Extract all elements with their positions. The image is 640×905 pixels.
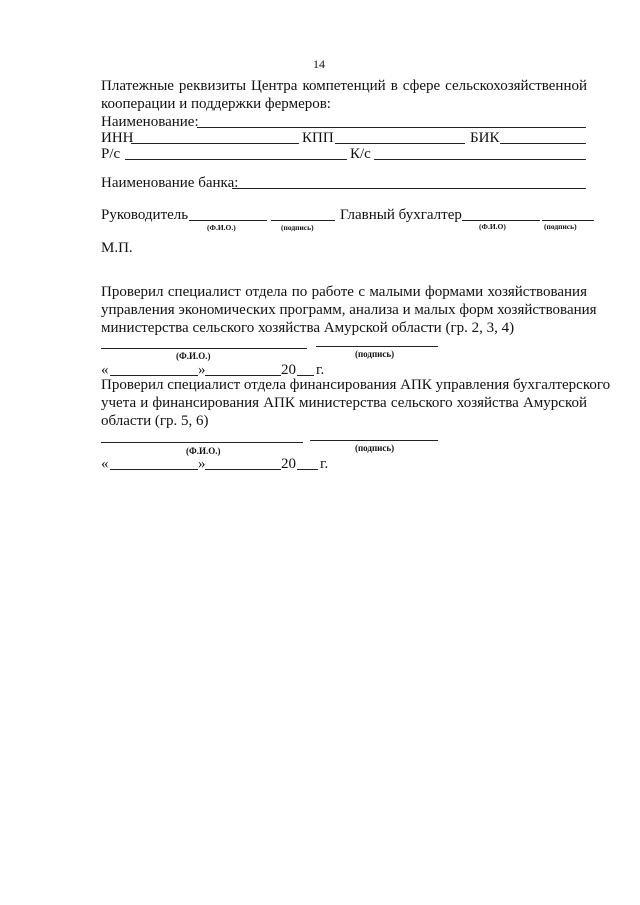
ks-label: К/с (350, 146, 371, 162)
bik-field-line (500, 143, 586, 144)
check1-line1: Проверил специалист отдела по работе с малыми формами хозяйствования (101, 284, 587, 300)
bank-field-line (232, 188, 586, 189)
check2-year-suffix: г. (320, 456, 329, 472)
accountant-fio-line (462, 220, 540, 221)
check2-year-prefix: 20 (281, 456, 296, 472)
inn-field-line (131, 143, 299, 144)
check2-fio-caption: (Ф.И.О.) (186, 446, 221, 456)
check1-date-close: » (198, 362, 206, 378)
payment-heading-line1: Платежные реквизиты Центра компетенций в сфере сельскохозяйственной (101, 78, 587, 94)
rs-label: Р/с (101, 146, 121, 162)
kpp-field-line (335, 143, 465, 144)
head-signature-line (271, 220, 335, 221)
check2-day-line (110, 469, 198, 470)
check1-year-prefix: 20 (281, 362, 296, 378)
check1-year-line (297, 375, 314, 376)
head-fio-caption: (Ф.И.О.) (207, 223, 236, 232)
bik-label: БИК (470, 130, 500, 146)
check2-date-open: « (101, 456, 109, 472)
kpp-label: КПП (302, 130, 334, 146)
check1-fio-caption: (Ф.И.О.) (176, 351, 211, 361)
check1-signature-line (316, 346, 438, 347)
check1-fio-line (101, 348, 307, 349)
check1-date-open: « (101, 362, 109, 378)
accountant-fio-caption: (Ф.И.О) (479, 222, 506, 231)
rs-field-line (125, 159, 347, 160)
check1-day-line (110, 375, 198, 376)
name-label: Наименование: (101, 114, 199, 130)
check2-signature-caption: (подпись) (355, 443, 395, 453)
check1-year-suffix: г. (316, 362, 325, 378)
check2-year-line (297, 469, 318, 470)
head-fio-line (189, 220, 267, 221)
ks-field-line (374, 159, 586, 160)
check2-signature-line (310, 440, 438, 441)
check2-fio-line (101, 442, 303, 443)
check1-line3: министерства сельского хозяйства Амурской области (гр. 2, 3, 4) (101, 320, 515, 336)
check2-line3: области (гр. 5, 6) (101, 413, 209, 429)
check1-month-line (205, 375, 281, 376)
check2-line1: Проверил специалист отдела финансирования АПК управления бухгалтерского (101, 377, 611, 393)
accountant-signature-caption: (подпись) (544, 222, 577, 231)
accountant-signature-line (542, 220, 594, 221)
chief-accountant-label: Главный бухгалтер (340, 207, 462, 223)
head-label: Руководитель (101, 207, 189, 223)
inn-label: ИНН (101, 130, 134, 146)
check2-month-line (205, 469, 281, 470)
page-number: 14 (313, 57, 325, 71)
check2-date-close: » (198, 456, 206, 472)
payment-heading-line2: кооперации и поддержки фермеров: (101, 96, 331, 112)
name-field-line (197, 127, 586, 128)
check1-line2: управления экономических программ, анализа и малых форм хозяйствования (101, 302, 597, 318)
check1-signature-caption: (подпись) (355, 349, 395, 359)
check2-line2: учета и финансирования АПК министерства сельского хозяйства Амурской (101, 395, 587, 411)
stamp-label: М.П. (101, 240, 133, 256)
head-signature-caption: (подпись) (281, 223, 314, 232)
bank-label: Наименование банка: (101, 175, 239, 191)
